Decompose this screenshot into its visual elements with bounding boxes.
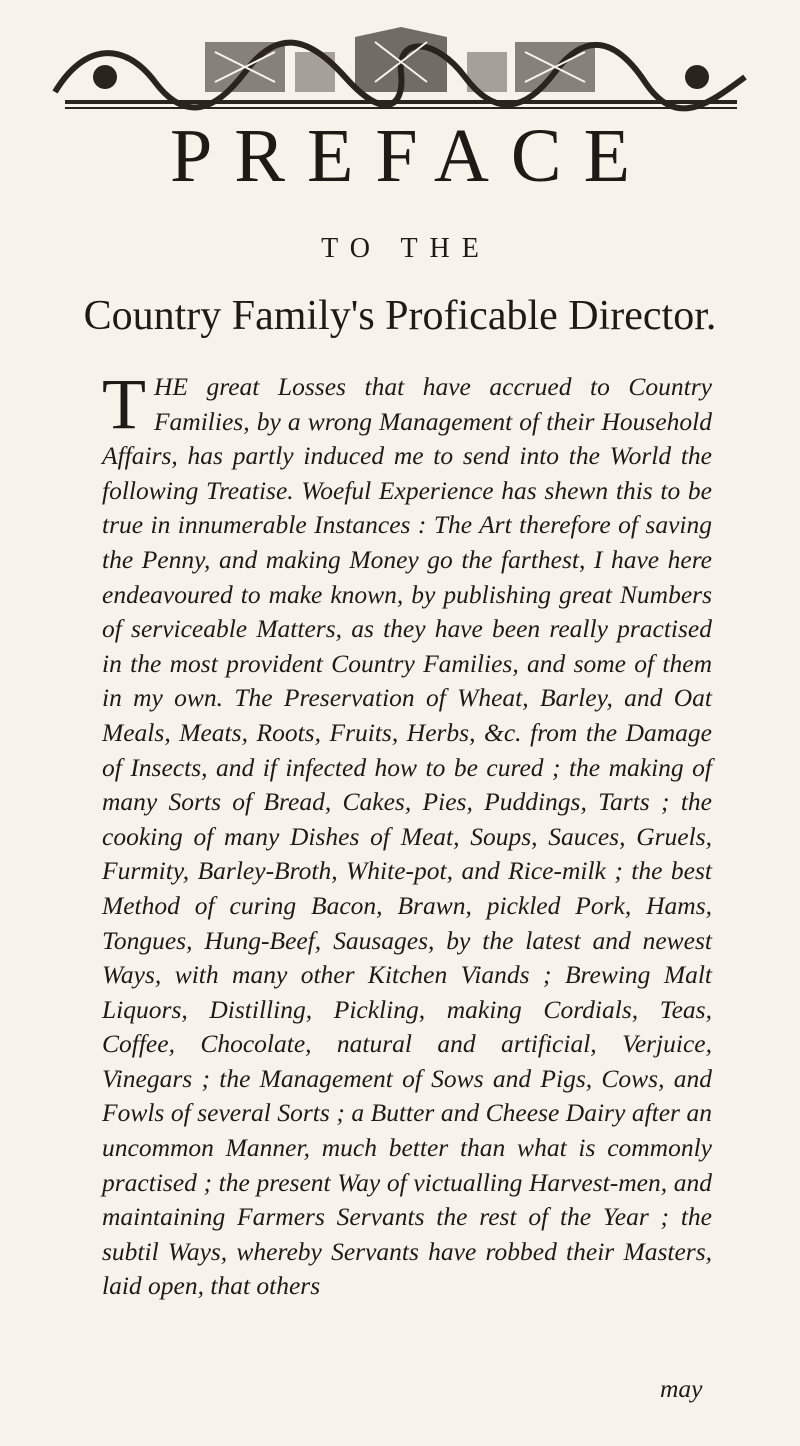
- drop-cap: T: [102, 364, 146, 444]
- ornamental-headpiece-icon: [45, 22, 757, 114]
- preface-subtitle: TO THE: [321, 233, 491, 264]
- preface-title: PREFACE: [169, 114, 652, 198]
- catchword: may: [660, 1374, 703, 1403]
- book-heading: Country Family's Proficable Director.: [83, 293, 717, 339]
- preface-paragraph: HE great Losses that have accrued to Country Families, by a wrong Management of their Household Affairs, has partly induced me to send into the World the following Treatise. Woeful Experience has shewn this to be true in innumerable Instances : The Art therefore of saving the Penny, and making Money go the farthest, I have here endeavoured to make known, by publishing great Numbers of serviceable Matters, as they have been really practised in the most provident Country Families, and some of them in my own. The Preservation of Wheat, Barley, and Oat Meals, Meats, Roots, Fruits, Herbs, &c. from the Damage of Insects, and if infected how to be cured ; the making of many Sorts of Bread, Cakes, Pies, Puddings, Tarts ; the cooking of many Dishes of Meat, Soups, Sauces, Gruels, Furmity, Barley-Broth, White-pot, and Rice-milk ; the best Method of curing Bacon, Brawn, pickled Pork, Hams, Tongues, Hung-Beef, Sausages, by the latest and newest Ways, with many other Kitchen Viands ; Brewing Malt Liquors, Distilling, Pickling, making Cordials, Teas, Coffee, Chocolate, natural and artificial, Verjuice, Vinegars ; the Management of Sows and Pigs, Cows, and Fowls of several Sorts ; a Butter and Cheese Dairy after an uncommon Manner, much better than what is commonly practised ; the present Way of victualling Harvest-men, and maintaining Farmers Servants the rest of the Year ; the subtil Ways, whereby Servants have robbed their Masters, laid open, that others: [102, 372, 712, 1301]
- preface-body: [102, 364, 712, 1304]
